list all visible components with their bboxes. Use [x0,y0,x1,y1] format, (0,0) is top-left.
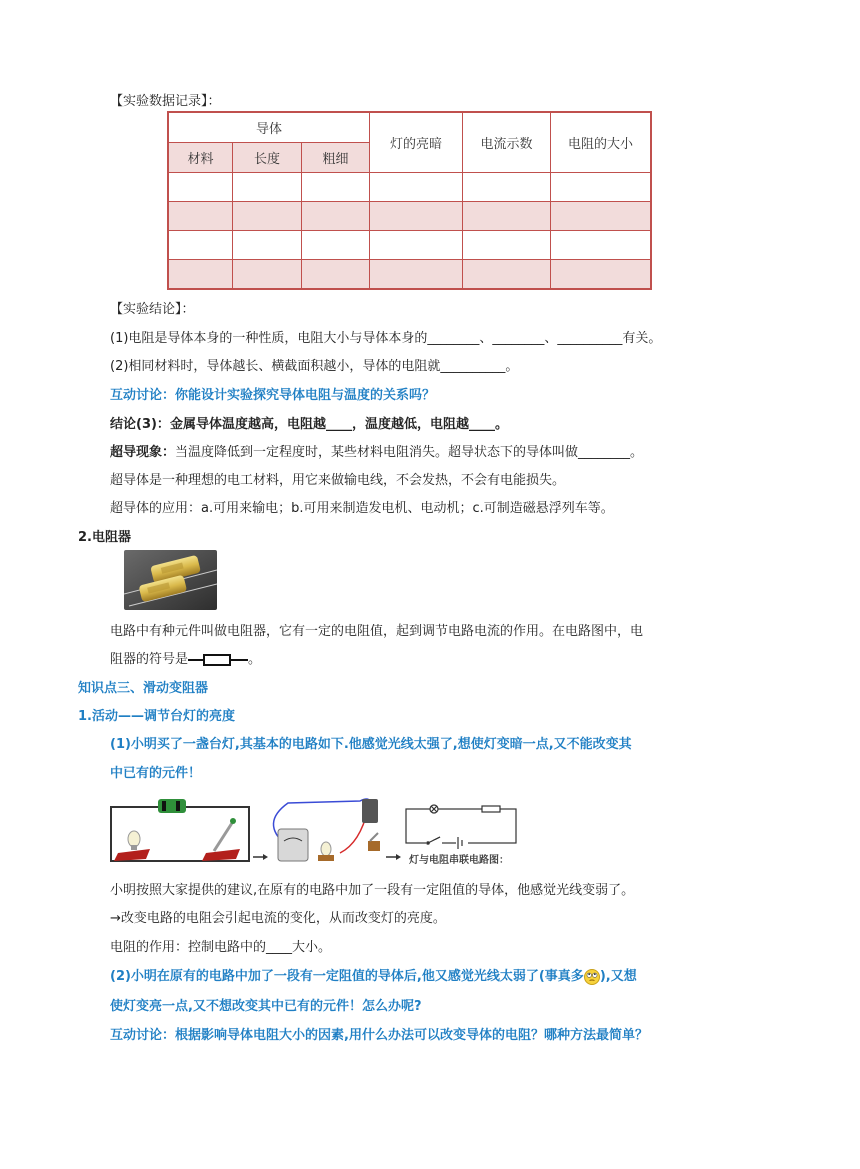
resistor-desc-2-text: 阻器的符号是 [110,652,189,667]
question-2-line-1 [110,965,637,985]
conclusion-heading: 【实验结论】： [110,302,195,317]
question-1-line-1: (1)小明买了一盏台灯,其基本的电路如下.他感觉光线太强了,想使灯变暗一点,又不能改变其 [110,737,632,752]
col-conductor: 导体 [168,112,370,143]
superconduct-text: 当温度降低到一定程度时，某些材料电阻消失。超导状态下的导体叫做________。 [175,445,644,460]
paragraph-2: →改变电路的电阻会引起电流的变化，从而改变灯的亮度。 [110,911,446,926]
resistor-photo [124,550,217,610]
resistor-desc-1: 电路中有种元件叫做电阻器，它有一定的电阻值，起到调节电路电流的作用。在电路图中，电 [110,624,644,639]
record-heading: 【实验数据记录】： [110,94,221,109]
col-brightness: 灯的亮暗 [370,112,463,173]
schematic-icon [406,805,516,849]
paragraph-3: 电阻的作用：控制电路中的____大小。 [110,940,332,955]
question-2-text-a: (2)小明在原有的电路中加了一段有一定阻值的导体后,他又感觉光线太弱了(事真多 [110,969,584,984]
figure-caption: 灯与电阻串联电路图： [409,855,509,866]
superconduct-line-1 [110,441,643,460]
superconduct-line-3: 超导体的应用：a.可用来输电；b.可用来制造发电机、电动机；c.可制造磁悬浮列车等。 [110,501,614,516]
superconduct-line-2: 超导体是一种理想的电工材料，用它来做输电线，不会发热，不会有电能损失。 [110,473,566,488]
conclusion-3-label: 结论(3)： [110,417,170,432]
question-2-line-2: 使灯变亮一点,又不想改变其中已有的元件！怎么办呢? [110,999,422,1014]
ammeter-circuit-icon [273,799,380,861]
resistor-desc-2 [110,648,261,667]
data-table [167,111,652,290]
section-3-heading: 知识点三、滑动变阻器 [78,681,209,696]
conclusion-item-2: (2)相同材料时，导体越长、横截面积越小，导体的电阻就__________。 [110,359,519,374]
table-row [168,173,651,202]
circuit-figure [110,793,530,865]
resistor-symbol-icon [188,653,248,667]
activity-heading: 1.活动——调节台灯的亮度 [78,709,235,724]
col-current: 电流示数 [463,112,551,173]
conclusion-item-1: (1)电阻是导体本身的一种性质，电阻大小与导体本身的________、________、__________有关。 [110,331,662,346]
conclusion-3 [110,413,508,432]
physical-circuit-icon [111,799,249,861]
resistor-desc-2-end: 。 [248,652,262,667]
question-2-text-b: ),又想 [599,969,637,984]
col-material: 材料 [168,143,233,173]
col-thickness: 粗细 [302,143,370,173]
table-row [168,202,651,231]
col-length: 长度 [233,143,302,173]
discussion-variable-resistance: 互动讨论：根据影响导体电阻大小的因素,用什么办法可以改变导体的电阻？哪种方法最简单？ [110,1028,648,1043]
paragraph-1: 小明按照大家提供的建议,在原有的电路中加了一段有一定阻值的导体，他感觉光线变弱了。 [110,883,635,898]
resistor-heading: 2.电阻器 [78,530,131,545]
superconduct-label: 超导现象： [110,445,176,460]
table-row [168,260,651,290]
conclusion-3-text: 金属导体温度越高，电阻越____，温度越低，电阻越____。 [169,417,508,432]
rolling-eyes-emoji-icon [584,969,600,985]
col-resistance: 电阻的大小 [551,112,652,173]
discussion-temperature: 互动讨论：你能设计实验探究导体电阻与温度的关系吗？ [110,388,436,403]
table-row [168,231,651,260]
question-1-line-2: 中已有的元件！ [110,766,202,781]
